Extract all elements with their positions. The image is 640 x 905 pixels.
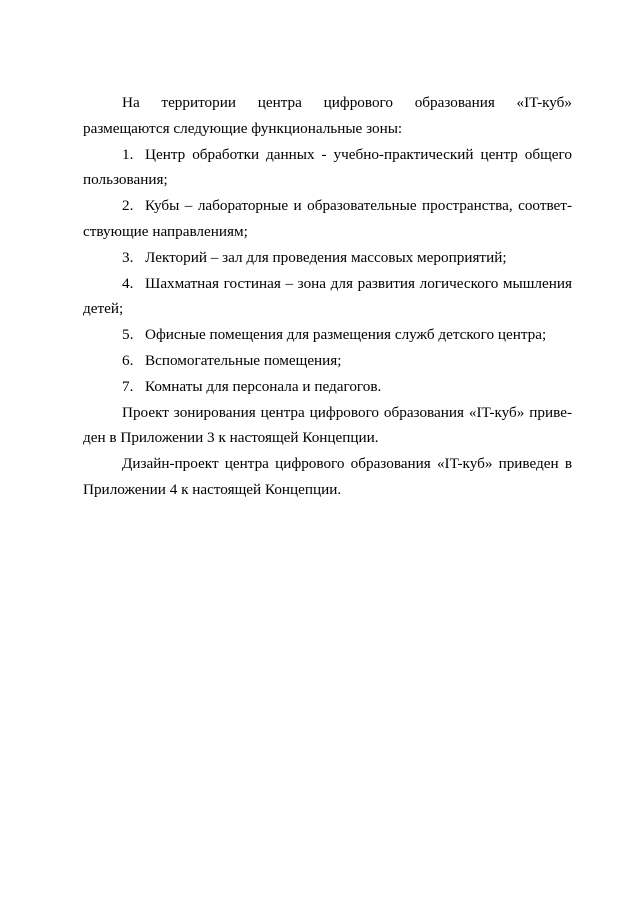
zone-number: 3. xyxy=(122,248,134,266)
zone-text: Комнаты для персонала и педагогов. xyxy=(145,377,382,395)
zoning-note-paragraph: Проект зонирования центра цифрового образования «IT-куб» приведен в Приложении 3 к настоящей Концепции. xyxy=(83,403,572,447)
zone-item-6 xyxy=(83,348,572,374)
zone-number: 5. xyxy=(122,326,134,344)
zone-number: 2. xyxy=(122,197,134,215)
design-note-paragraph: Дизайн-проект центра цифрового образования «IT-куб» приведен в Приложении 4 к настоящей Концепции. xyxy=(83,455,572,498)
zone-item-3 xyxy=(83,245,572,271)
zone-text: Центр обработки данных - учебно-практический центр общего пользования; xyxy=(83,145,572,189)
zone-text: Вспомогательные помещения; xyxy=(145,351,342,369)
zone-item-7 xyxy=(83,374,572,400)
zone-text: Кубы – лабораторные и образовательные пространства, соответствующие направлениям; xyxy=(83,197,572,240)
zone-item-5 xyxy=(83,322,572,348)
zone-item-1 xyxy=(83,142,572,194)
document-body xyxy=(83,90,572,503)
zone-item-4 xyxy=(83,271,572,323)
zone-number: 6. xyxy=(122,351,134,369)
zone-text: Офисные помещения для размещения служб детского центра; xyxy=(145,326,547,344)
zone-item-2 xyxy=(83,193,572,245)
zone-number: 7. xyxy=(122,377,134,395)
zone-text: Шахматная гостиная – зона для развития логического мышления детей; xyxy=(83,274,572,318)
zone-text: Лекторий – зал для проведения массовых мероприятий; xyxy=(145,248,507,266)
zone-number: 4. xyxy=(122,274,134,292)
intro-paragraph: На территории центра цифрового образования «IT-куб» размещаются следующие функциональные зоны: xyxy=(83,94,572,137)
zone-number: 1. xyxy=(122,145,134,163)
